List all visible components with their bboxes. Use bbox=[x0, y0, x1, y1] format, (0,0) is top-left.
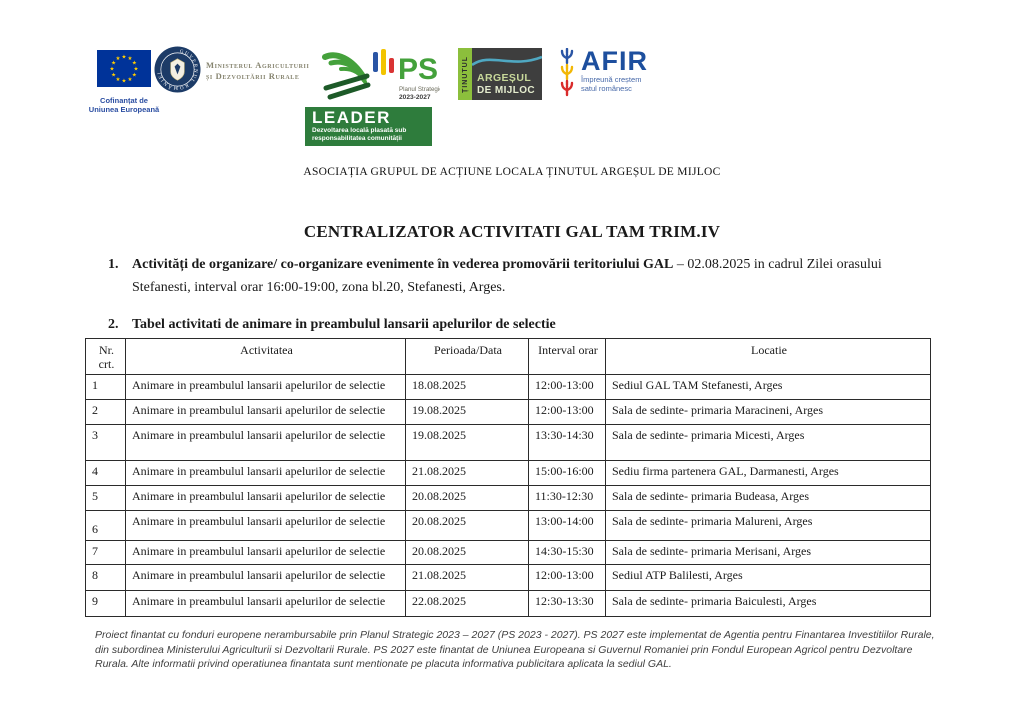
leader-sub1: Dezvoltarea locală plasată sub bbox=[312, 127, 407, 134]
svg-text:★: ★ bbox=[131, 72, 137, 79]
col-header-interval: Interval orar bbox=[529, 339, 606, 375]
item2-text bbox=[132, 313, 556, 336]
afir-tagline2: satul românesc bbox=[581, 84, 632, 93]
afir-abbr: AFIR bbox=[581, 46, 648, 76]
activities-table bbox=[85, 338, 931, 617]
afir-tagline1: Împreună creștem bbox=[581, 75, 642, 84]
svg-text:★: ★ bbox=[131, 60, 137, 67]
tinutul-line2: DE MIJLOC bbox=[477, 85, 536, 96]
item1-text bbox=[132, 253, 936, 299]
item1-bold-text: Activități de organizare/ co-organizare evenimente în vederea promovării teritoriului GAL bbox=[132, 257, 674, 272]
association-name: ASOCIAȚIA GRUPUL DE ACȚIUNE LOCALA ȚINUTUL ARGEȘUL DE MIJLOC bbox=[303, 166, 721, 178]
ministry-wordmark bbox=[206, 60, 309, 82]
tinutul-green-stripe bbox=[458, 48, 472, 100]
guvernul-romaniei-logo bbox=[154, 46, 201, 98]
ministry-line2: și Dezvoltării Rurale bbox=[206, 71, 300, 81]
eu-flag-icon bbox=[97, 50, 151, 87]
tinutul-argesul-logo bbox=[458, 48, 542, 100]
tinutul-vertical-label: ȚINUTUL bbox=[461, 55, 469, 93]
tinutul-line1: ARGEȘUL bbox=[477, 72, 532, 84]
leader-title: LEADER bbox=[312, 108, 391, 127]
funding-footnote: Proiect finantat cu fonduri europene nerambursabile prin Planul Strategic 2023 – 2027 (PS 2023 - 2027). PS 2027 este implementat de Agentia pentru Finantarea Investitiilor Rurale, din subordinea Ministerului Agriculturii si Dezvoltarii Rurale. PS 2027 este finantat de Uniunea Europeana si Guvernul Romaniei prin Fondul European Agricol pentru Dezvoltare Rurala. Alte informatii privind operatiunea finantata sunt mentionate pe placuta informativa publicitara aplicata la sediul GAL. bbox=[95, 629, 935, 670]
svg-text:★: ★ bbox=[127, 76, 133, 83]
numbered-list bbox=[108, 253, 936, 336]
list-item-1 bbox=[108, 253, 936, 299]
item1-number: 1. bbox=[108, 257, 119, 272]
list-item-2 bbox=[108, 313, 936, 336]
col-header-activity: Activitatea bbox=[126, 339, 406, 375]
table-row: 4 Animare in preambulul lansarii apelurilor de selectie 21.08.2025 15:00-16:00 Sediu firma partenera GAL, Darmanesti, Arges bbox=[86, 461, 931, 486]
eu-caption-line1: Cofinanțat de bbox=[100, 96, 148, 105]
ps-caption2: 2023-2027 bbox=[399, 94, 431, 101]
table-row: 8 Animare in preambulul lansarii apelurilor de selectie 21.08.2025 12:00-13:00 Sediul ATP Balilesti, Arges bbox=[86, 565, 931, 591]
col-header-period: Perioada/Data bbox=[406, 339, 529, 375]
table-row: 9 Animare in preambulul lansarii apelurilor de selectie 22.08.2025 12:30-13:30 Sala de sedinte- primaria Baiculesti, Arges bbox=[86, 591, 931, 617]
item2-bold-text: Tabel activitati de animare in preambulul lansarii apelurilor de selectie bbox=[132, 317, 556, 332]
svg-text:★: ★ bbox=[133, 66, 139, 73]
eu-cofunded-logo bbox=[84, 50, 164, 114]
document-title: CENTRALIZATOR ACTIVITATI GAL TAM TRIM.IV bbox=[303, 222, 721, 241]
item2-number: 2. bbox=[108, 317, 119, 332]
svg-text:★: ★ bbox=[121, 78, 127, 85]
gov-arc-label: GUVERNUL ROMÂNIEI bbox=[157, 49, 198, 90]
table-row: 1 Animare in preambulul lansarii apelurilor de selectie 18.08.2025 12:00-13:00 Sediul GAL TAM Stefanesti, Arges bbox=[86, 375, 931, 400]
ps-abbr: PS bbox=[398, 53, 439, 86]
item1-rest-text: – 02.08.2025 in cadrul Zilei orasului Stefanesti, interval orar 16:00-19:00, zona bl.20, Stefanesti, Arges. bbox=[132, 257, 882, 295]
svg-text:★: ★ bbox=[115, 76, 121, 83]
table-row: 5 Animare in preambulul lansarii apelurilor de selectie 20.08.2025 11:30-12:30 Sala de sedinte- primaria Budeasa, Arges bbox=[86, 486, 931, 511]
table-row: 6 Animare in preambulul lansarii apelurilor de selectie 20.08.2025 13:00-14:00 Sala de sedinte- primaria Malureni, Arges bbox=[86, 511, 931, 541]
ps-caption1: Planul Strategic bbox=[399, 86, 440, 93]
table-row: 2 Animare in preambulul lansarii apelurilor de selectie 19.08.2025 12:00-13:00 Sala de sedinte- primaria Maracineni, Arges bbox=[86, 400, 931, 425]
svg-text:★: ★ bbox=[111, 60, 117, 67]
afir-logo bbox=[558, 48, 648, 98]
river-curve-icon bbox=[472, 50, 542, 72]
ministry-line1: Ministerul Agriculturii bbox=[206, 60, 310, 70]
table-row: 3 Animare in preambulul lansarii apelurilor de selectie 19.08.2025 13:30-14:30 Sala de sedinte- primaria Micesti, Arges bbox=[86, 425, 931, 461]
col-header-nr: Nr. crt. bbox=[86, 339, 126, 375]
eu-caption-line2: Uniunea Europeană bbox=[88, 105, 160, 114]
table-header-row bbox=[86, 339, 931, 375]
svg-text:★: ★ bbox=[121, 54, 127, 61]
svg-text:★: ★ bbox=[111, 72, 117, 79]
leader-sub2: responsabilitatea comunității bbox=[312, 135, 402, 142]
ps-planul-strategic-logo bbox=[322, 48, 440, 110]
svg-text:★: ★ bbox=[115, 56, 121, 63]
svg-text:★: ★ bbox=[127, 56, 133, 63]
afir-wheat-icon bbox=[558, 48, 576, 98]
svg-text:★: ★ bbox=[109, 66, 115, 73]
col-header-location: Locatie bbox=[606, 339, 931, 375]
table-row: 7 Animare in preambulul lansarii apelurilor de selectie 20.08.2025 14:30-15:30 Sala de sedinte- primaria Merisani, Arges bbox=[86, 541, 931, 565]
gov-seal-icon bbox=[154, 46, 201, 93]
leader-logo bbox=[305, 107, 432, 146]
ps-logo-icon bbox=[322, 48, 440, 105]
